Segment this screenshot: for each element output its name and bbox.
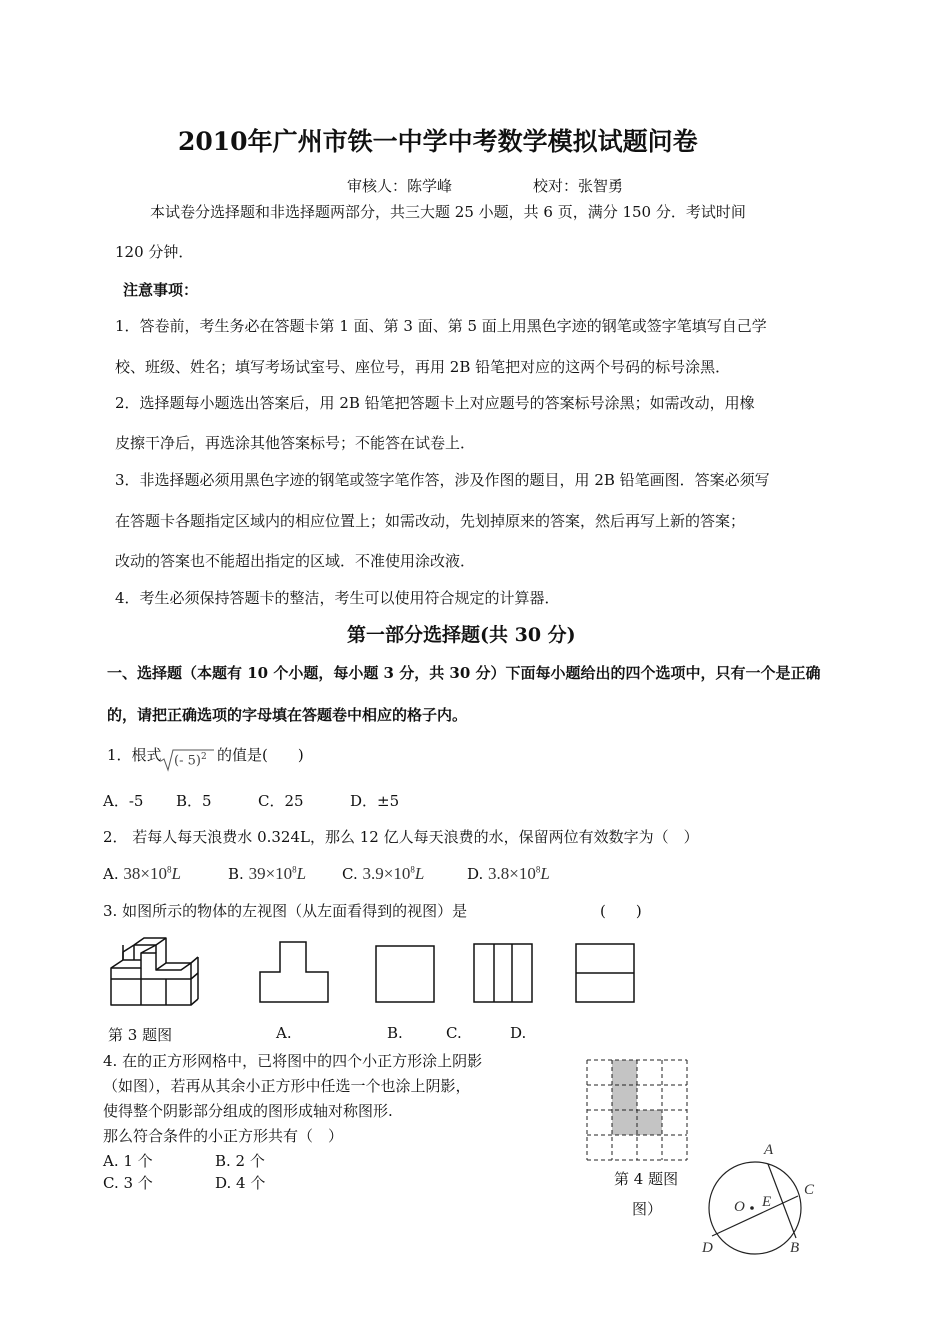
note-line: 2．选择题每小题选出答案后，用 2B 铅笔把答题卡上对应题号的答案标号涂黑；如需改动，用橡 bbox=[115, 394, 755, 412]
part1-heading: 第一部分选择题(共 30 分) bbox=[347, 624, 576, 646]
circle-label-o: O bbox=[734, 1199, 745, 1215]
section1-line-1: 一、选择题（本题有 10 个小题，每小题 3 分，共 30 分）下面每小题给出的四个选项中，只有一个是正确 bbox=[107, 664, 821, 682]
q4-figure-label: 第 4 题图 bbox=[614, 1170, 679, 1188]
q3-option-a-figure bbox=[258, 940, 330, 1004]
note-line: 1．答卷前，考生务必在答题卡第 1 面、第 3 面、第 5 面上用黑色字迹的钢笔或签字笔填写自己学 bbox=[115, 317, 767, 335]
q4-grid-figure bbox=[586, 1058, 690, 1162]
circle-figure bbox=[700, 1140, 820, 1260]
page-title: 2010年广州市铁一中学中考数学模拟试题问卷 bbox=[178, 127, 698, 156]
q1-option-d: D．±5 bbox=[350, 792, 400, 810]
circle-label-a: A bbox=[764, 1142, 774, 1158]
note-line: 在答题卡各题指定区域内的相应位置上；如需改动，先划掉原来的答案，然后再写上新的答案； bbox=[115, 512, 746, 530]
q2-option-a: A. $38\times 10^8L$ bbox=[103, 864, 181, 883]
intro-line-2: 120 分钟． bbox=[115, 243, 194, 261]
q2-option-c: C. $3.9\times 10^8L$ bbox=[342, 864, 425, 883]
q1-radicand: (- 5)$^2$ bbox=[174, 752, 207, 769]
q3-option-d-figure bbox=[574, 942, 636, 1004]
circle-label-d: D bbox=[702, 1240, 713, 1256]
q4-line: 4. 在的正方形网格中，已将图中的四个小正方形涂上阴影 bbox=[103, 1052, 483, 1070]
circle-label-e: E bbox=[762, 1194, 772, 1210]
q3-figure-label: 第 3 题图 bbox=[108, 1026, 173, 1044]
reviewer: 审核人：陈学峰 bbox=[347, 177, 453, 195]
note-line: 3．非选择题必须用黑色字迹的钢笔或签字笔作答，涉及作图的题目，用 2B 铅笔画图．答案必须写 bbox=[115, 471, 770, 489]
q2-option-d: D. $3.8\times 10^8L$ bbox=[467, 864, 550, 883]
q4-line: （如图），若再从其余小正方形中任选一个也涂上阴影， bbox=[103, 1077, 471, 1095]
q3-text: 3. 如图所示的物体的左视图（从左面看得到的视图）是 bbox=[103, 902, 468, 920]
section1-line-2: 的，请把正确选项的字母填在答题卷中相应的格子内。 bbox=[107, 706, 468, 724]
q3-label-a: A. bbox=[276, 1024, 292, 1042]
q1-option-b: B．5 bbox=[176, 792, 212, 810]
proofreader: 校对：张智勇 bbox=[533, 177, 624, 195]
q3-label-b: B. bbox=[387, 1024, 403, 1042]
notes-heading: 注意事项： bbox=[123, 281, 199, 299]
q4-option-a: A. 1 个 bbox=[103, 1152, 153, 1170]
q4-figure-label-cont: 图） bbox=[632, 1200, 663, 1218]
note-line: 皮擦干净后，再选涂其他答案标号；不能答在试卷上． bbox=[115, 434, 476, 452]
q4-line: 使得整个阴影部分组成的图形成轴对称图形. bbox=[103, 1102, 393, 1120]
q4-option-c: C. 3 个 bbox=[103, 1174, 153, 1192]
q4-option-d: D. 4 个 bbox=[215, 1174, 266, 1192]
q1-option-a: A．-5 bbox=[103, 792, 144, 810]
q3-option-b-figure bbox=[374, 944, 436, 1004]
q4-line: 那么符合条件的小正方形共有（ ） bbox=[103, 1127, 344, 1145]
q2-text: 2． 若每人每天浪费水 0.324L，那么 12 亿人每天浪费的水，保留两位有效数字为（ ） bbox=[103, 828, 699, 846]
q3-solid-figure bbox=[108, 935, 198, 1010]
q1-prefix: 1．根式 bbox=[107, 746, 162, 764]
q3-paren: ( ) bbox=[600, 902, 642, 920]
q3-label-c: C. bbox=[446, 1024, 462, 1042]
q1-option-c: C．25 bbox=[258, 792, 304, 810]
q2-option-b: B. $39\times 10^8L$ bbox=[228, 864, 307, 883]
q1-suffix: 的值是( ) bbox=[217, 746, 304, 764]
q3-label-d: D. bbox=[510, 1024, 527, 1042]
circle-label-c: C bbox=[804, 1182, 815, 1198]
note-line: 改动的答案也不能超出指定的区域．不准使用涂改液． bbox=[115, 552, 476, 570]
note-line: 4．考生必须保持答题卡的整洁，考生可以使用符合规定的计算器． bbox=[115, 589, 560, 607]
q3-option-c-figure bbox=[472, 942, 534, 1004]
note-line: 校、班级、姓名；填写考场试室号、座位号，再用 2B 铅笔把对应的这两个号码的标号涂黑． bbox=[115, 358, 731, 376]
circle-label-b: B bbox=[790, 1240, 800, 1256]
q4-option-b: B. 2 个 bbox=[215, 1152, 265, 1170]
intro-line-1: 本试卷分选择题和非选择题两部分，共三大题 25 小题，共 6 页，满分 150 分．考试时间 bbox=[150, 203, 746, 221]
